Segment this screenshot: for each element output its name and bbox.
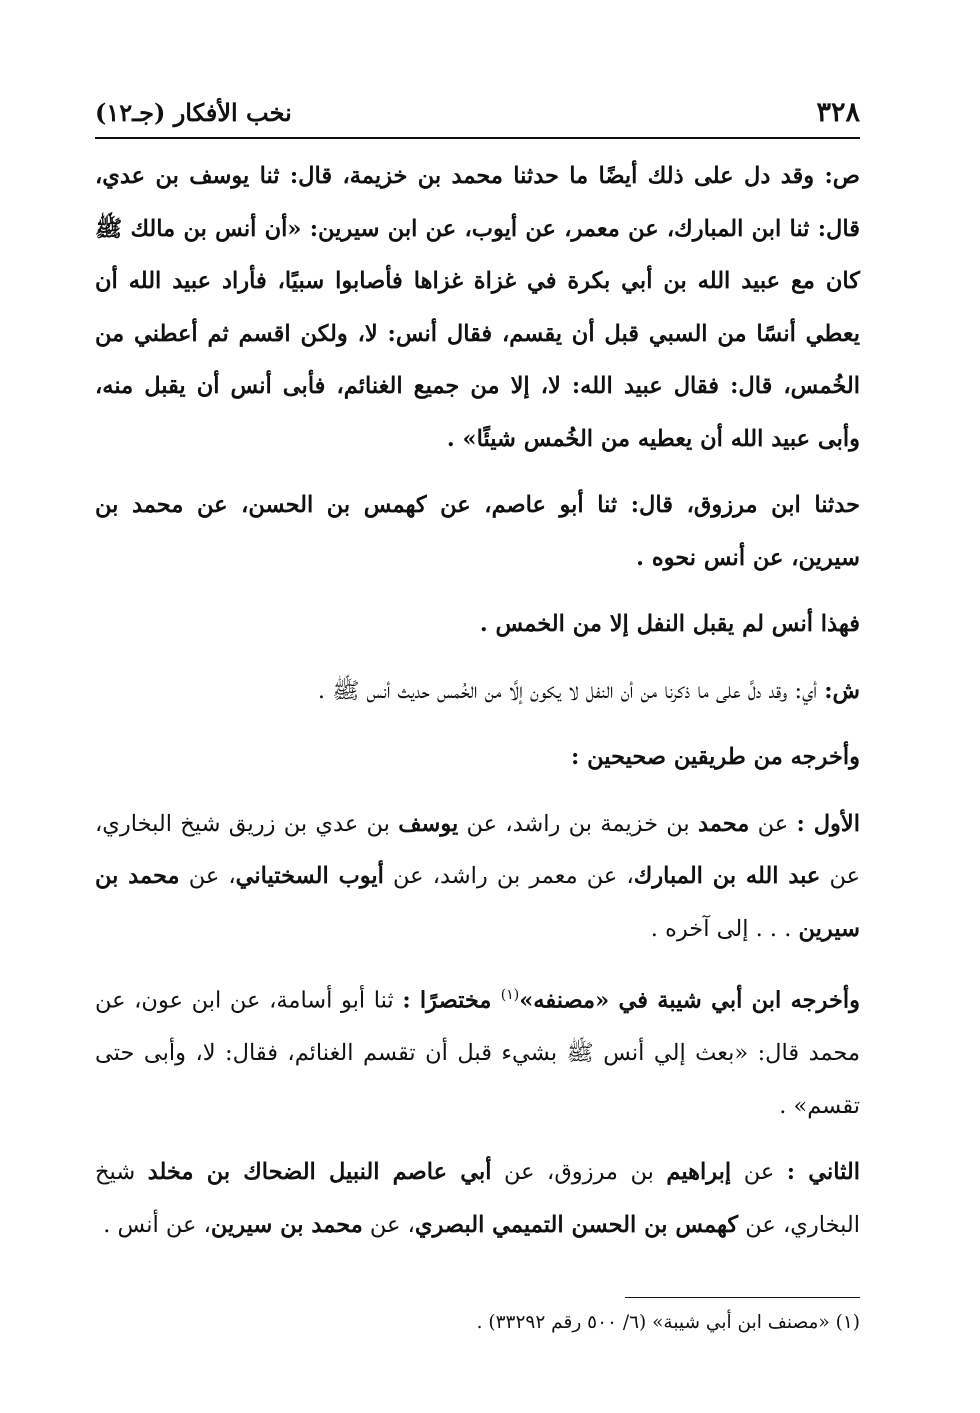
main-text (95, 150, 860, 1251)
footnote-ref[interactable]: (١) (500, 987, 520, 1003)
text-run: بن خزيمة بن راشد، عن (458, 810, 698, 837)
text-run: ، عن (362, 1211, 415, 1238)
paragraph-1 (95, 150, 860, 465)
text-run: . . . إلى آخره . (650, 915, 799, 942)
page-number: ٣٢٨ (816, 96, 860, 128)
narrator-name: محمد بن سيرين (95, 863, 860, 942)
text-run: ، عن معمر بن راشد، عن (383, 863, 634, 889)
chain-label: الأول : (796, 810, 861, 837)
chain-label: الثاني : (786, 1159, 861, 1185)
paragraph-2: حدثنا ابن مرزوق، قال: ثنا أبو عاصم، عن كهمس بن الحسن، عن محمد بن سيرين، عن أنس نحوه . (95, 492, 860, 571)
header-rule (95, 137, 860, 139)
running-title: نخب الأفكار (جـ١٢) (95, 97, 292, 127)
text-run: بن عدي بن زريق شيخ البخاري، عن (95, 810, 861, 889)
text-run: عن (749, 810, 797, 837)
footnote: (١) «مصنف ابن أبي شيبة» (٦/ ٥٠٠ رقم ٣٣٢٩٢) . (476, 1312, 860, 1333)
page-header (95, 92, 860, 132)
narrator-name: أبي عاصم النبيل الضحاك بن مخلد (147, 1159, 492, 1185)
narrator-name: كهمس بن الحسن التميمي البصري (414, 1211, 739, 1238)
footnote-rule (625, 1297, 860, 1298)
narrator-name: إبراهيم (666, 1159, 732, 1185)
text-run: شيخ البخاري، عن (95, 1159, 860, 1238)
paragraph-5: وأخرجه من طريقين صحيحين : (571, 744, 860, 770)
narrator-name: محمد بن سيرين (210, 1211, 363, 1238)
paragraph-3: فهذا أنس لم يقبل النفل إلا من الخمس . (479, 611, 860, 637)
narrator-name: محمد (697, 810, 750, 837)
text-run: بن مرزوق، عن (491, 1159, 667, 1185)
paragraph-4 (95, 665, 860, 718)
text-run: ، عن (179, 863, 236, 889)
text-run: عن (731, 1159, 787, 1185)
text-run: ، عن أنس . (103, 1211, 211, 1238)
narrator-name: أيوب السختياني (235, 863, 384, 889)
bold-text: ص: وقد دل على ذلك أيضًا ما حدثنا محمد بن خزيمة، قال: ثنا يوسف بن عدي، قال: ثنا ابن المبارك، عن معمر، عن أيوب، عن ابن سيرين: «أن أنس بن مالك ﷺ كان مع عبيد الله بن أبي بكرة في غزاة غزاها فأصابوا سبيًا، فأراد عبيد الله أن يعطي أنسًا من السبي قبل أن يقسم، فقال أنس: لا، ولكن اقسم ثم أعطني من الخُمس، قال: فقال عبيد الله: لا، إلا من جميع الغنائم، فأبى أنس أن يقبل منه، وأبى عبيد الله أن يعطيه من الخُمس شيئًا» . (95, 163, 860, 452)
text-run: ثنا أبو أسامة، عن ابن عون، عن محمد قال: «بعث إلي أنس ﷺ بشيء قبل أن تقسم الغنائم، فقال: لا، وأبى حتى تقسم» . (95, 987, 860, 1119)
narrator-name: عبد الله بن المبارك (633, 863, 821, 889)
section-marker: ش: (824, 677, 860, 704)
source-note: مختصرًا : (402, 987, 501, 1014)
commentary-text: أي: وقد دلَّ على ما ذكرنا من أن النفل لا يكون إلَّا من الخُمس حديث أنس ﷺ . (317, 677, 825, 704)
paragraph-6 (95, 798, 860, 956)
paragraph-7 (95, 969, 860, 1132)
paragraph-8 (95, 1146, 860, 1251)
narrator-name: يوسف (398, 810, 459, 837)
source-title: وأخرجه ابن أبي شيبة في «مصنفه» (519, 987, 860, 1014)
